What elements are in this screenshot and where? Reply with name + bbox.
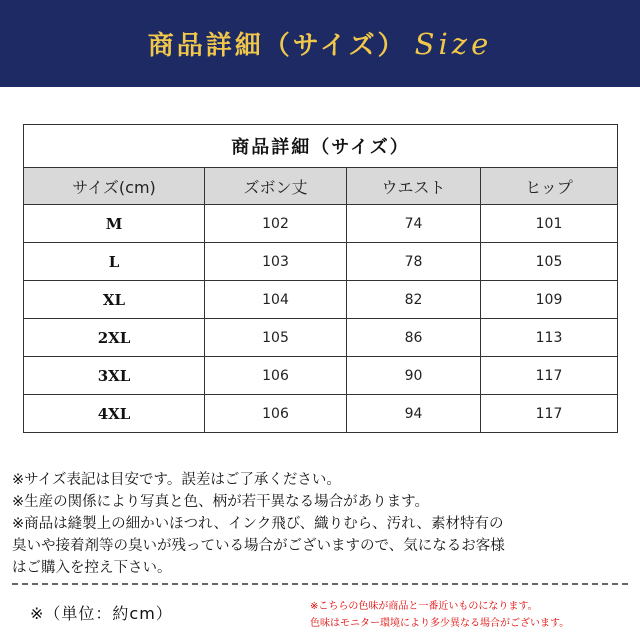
hip-value: 105 bbox=[481, 243, 618, 281]
unit-note: ※（単位：約cm） bbox=[30, 604, 173, 623]
table-row bbox=[24, 243, 618, 281]
waist-value: 90 bbox=[347, 357, 481, 395]
note-line: ※生産の関係により写真と色、柄が若干異なる場合があります。 bbox=[12, 494, 429, 510]
table-row bbox=[24, 395, 618, 433]
header-hip: ヒップ bbox=[481, 168, 618, 205]
size-label: 3XL bbox=[24, 357, 205, 395]
table-caption: 商品詳細（サイズ） bbox=[24, 125, 618, 168]
note-line: ※商品は縫製上の細かいほつれ、インク飛び、織りむら、汚れ、素材特有の bbox=[12, 516, 504, 532]
disclaimer-line: ※こちらの色味が商品と一番近いものになります。 bbox=[310, 601, 538, 612]
size-label: 2XL bbox=[24, 319, 205, 357]
hip-value: 113 bbox=[481, 319, 618, 357]
hip-value: 101 bbox=[481, 205, 618, 243]
length-value: 102 bbox=[205, 205, 347, 243]
length-value: 106 bbox=[205, 395, 347, 433]
note-line: 臭いや接着剤等の臭いが残っている場合がございますので、気になるお客様 bbox=[12, 538, 505, 554]
title-banner bbox=[0, 0, 640, 87]
notes-block bbox=[12, 469, 632, 579]
hip-value: 117 bbox=[481, 357, 618, 395]
hip-value: 109 bbox=[481, 281, 618, 319]
size-table bbox=[23, 124, 618, 433]
disclaimer-line: 色味はモニター環境により多少異なる場合がございます。 bbox=[310, 618, 570, 629]
color-disclaimer bbox=[310, 598, 636, 632]
table-row bbox=[24, 205, 618, 243]
length-value: 105 bbox=[205, 319, 347, 357]
dashed-divider bbox=[12, 583, 628, 585]
header-waist: ウエスト bbox=[347, 168, 481, 205]
size-label: XL bbox=[24, 281, 205, 319]
waist-value: 78 bbox=[347, 243, 481, 281]
size-label: L bbox=[24, 243, 205, 281]
table-row bbox=[24, 357, 618, 395]
table-header-row bbox=[24, 168, 618, 205]
waist-value: 74 bbox=[347, 205, 481, 243]
note-line: ※サイズ表記は目安です。誤差はご了承ください。 bbox=[12, 472, 341, 488]
table-row bbox=[24, 281, 618, 319]
hip-value: 117 bbox=[481, 395, 618, 433]
table-row bbox=[24, 319, 618, 357]
header-length: ズボン丈 bbox=[205, 168, 347, 205]
size-label: M bbox=[24, 205, 205, 243]
length-value: 104 bbox=[205, 281, 347, 319]
waist-value: 82 bbox=[347, 281, 481, 319]
length-value: 106 bbox=[205, 357, 347, 395]
header-size: サイズ(cm) bbox=[24, 168, 205, 205]
size-label: 4XL bbox=[24, 395, 205, 433]
banner-script-size: Size bbox=[414, 26, 493, 61]
waist-value: 86 bbox=[347, 319, 481, 357]
banner-title: 商品詳細（サイズ） bbox=[147, 31, 407, 61]
length-value: 103 bbox=[205, 243, 347, 281]
waist-value: 94 bbox=[347, 395, 481, 433]
note-line: はご購入を控え下さい。 bbox=[12, 560, 172, 576]
